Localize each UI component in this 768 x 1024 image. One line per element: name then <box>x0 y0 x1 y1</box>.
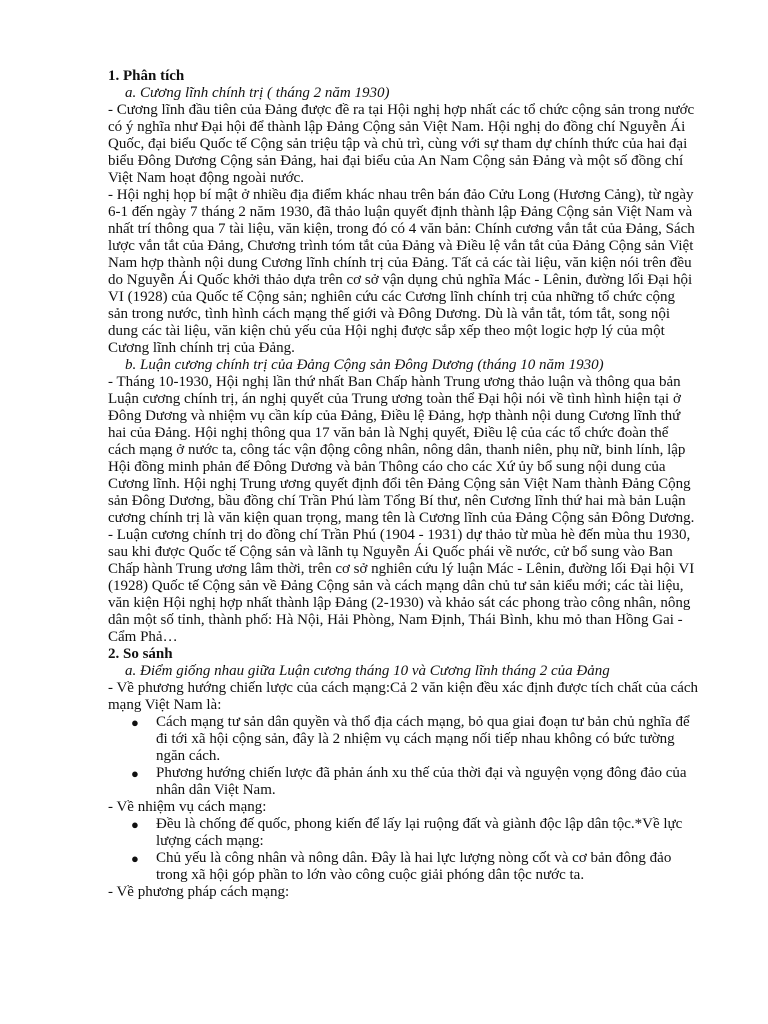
subheading-similarities: a. Điểm giống nhau giữa Luận cương tháng 10 và Cương lĩnh tháng 2 của Đảng <box>125 663 610 679</box>
paragraph: - Luận cương chính trị do đồng chí Trần Phú (1904 - 1931) dự thảo từ mùa hè đến mùa thu 1930, sau khi được Quốc tế Cộng sản và lãnh tụ Nguyễn Ái Quốc phái về nước, cử bổ sung vào Ban Chấp hành Trung ương lâm thời, trên cơ sở nghiên cứu lý luận Mác - Lênin, đường lối Đại hội VI (1928) Quốc tế Cộng sản về Đảng Cộng sản và cách mạng dân chủ tư sản kiểu mới; các tài liệu, văn kiện Hội nghị hợp nhất thành lập Đảng (2-1930) và khảo sát các phong trào công nhân, nông dân một số tỉnh, thành phố: Hà Nội, Hải Phòng, Nam Định, Thái Bình, khu mỏ than Hồng Gai - Cẩm Phả… <box>108 527 695 645</box>
subheading-political-platform: a. Cương lĩnh chính trị ( tháng 2 năm 1930) <box>125 85 390 101</box>
document-page <box>108 68 698 901</box>
list-item-text: Cách mạng tư sản dân quyền và thổ địa cách mạng, bỏ qua giai đoạn tư bản chủ nghĩa để đi tới xã hội cộng sản, đây là 2 nhiệm vụ cách mạng nối tiếp nhau không có bức tường ngăn cách. <box>156 714 690 764</box>
paragraph: - Cương lĩnh đầu tiên của Đảng được đề ra tại Hội nghị hợp nhất các tổ chức cộng sản trong nước có ý nghĩa như Đại hội để thành lập Đảng Cộng sản Việt Nam. Hội nghị do đồng chí Nguyễn Ái Quốc, đại biểu Quốc tế Cộng sản triệu tập và chủ trì, cùng với sự tham dự chính thức của hai đại biểu Đông Dương Cộng sản Đảng, hai đại biểu của An Nam Cộng sản Đảng và một số đồng chí Việt Nam hoạt động ngoài nước. <box>108 102 695 186</box>
list-item <box>131 816 698 850</box>
subheading-political-thesis: b. Luận cương chính trị của Đảng Cộng sản Đông Dương (tháng 10 năm 1930) <box>125 357 604 373</box>
list-item <box>131 714 698 765</box>
list-item-text: Đều là chống đế quốc, phong kiến để lấy lại ruộng đất và giành độc lập dân tộc.*Về lực lượng cách mạng: <box>156 816 683 849</box>
list-item <box>131 850 698 884</box>
paragraph: - Về nhiệm vụ cách mạng: <box>108 799 267 815</box>
section-2-heading: 2. So sánh <box>108 646 173 662</box>
bullet-list <box>108 714 698 799</box>
bullet-icon: ● <box>131 766 139 781</box>
list-item-text: Chủ yếu là công nhân và nông dân. Đây là hai lực lượng nòng cốt và cơ bản đông đảo trong xã hội góp phần to lớn vào công cuộc giải phóng dân tộc nước ta. <box>156 850 672 883</box>
paragraph: - Về phương hướng chiến lược của cách mạng:Cả 2 văn kiện đều xác định được tích chất của cách mạng Việt Nam là: <box>108 680 699 713</box>
bullet-icon: ● <box>131 817 139 832</box>
list-item <box>131 765 698 799</box>
paragraph: - Tháng 10-1930, Hội nghị lần thứ nhất Ban Chấp hành Trung ương thảo luận và thông qua bản Luận cương chính trị, án nghị quyết của Trung ương toàn thể Đại hội nói về tình hình hiện tại ở Đông Dương và nhiệm vụ cần kíp của Đảng, Điều lệ Đảng, hợp thành nội dung Cương lĩnh thứ hai của Đảng. Hội nghị thông qua 17 văn bản là Nghị quyết, Điều lệ của các tổ chức đoàn thể cách mạng ở nước ta, công tác vận động công nhân, nông dân, thanh niên, phụ nữ, binh lính, lập Hội đồng minh phản đế Đông Dương và bản Thông cáo cho các Xứ ủy bổ sung nội dung của Cương lĩnh. Hội nghị Trung ương quyết định đổi tên Đảng Cộng sản Việt Nam thành Đảng Cộng sản Đông Dương, bầu đồng chí Trần Phú làm Tổng Bí thư, nên Cương lĩnh thứ hai mà bản Luận cương chính trị là văn kiện quan trọng, mang tên là Cương lĩnh của Đảng Cộng sản Đông Dương. <box>108 374 695 526</box>
paragraph: - Về phương pháp cách mạng: <box>108 884 290 900</box>
paragraph: - Hội nghị họp bí mật ở nhiều địa điểm khác nhau trên bán đảo Cửu Long (Hương Cảng), từ ngày 6-1 đến ngày 7 tháng 2 năm 1930, đã thảo luận quyết định thành lập Đảng Cộng sản Việt Nam và nhất trí thông qua 7 tài liệu, văn kiện, trong đó có 4 văn bản: Chính cương vắn tắt của Đảng, Sách lược vắn tắt của Đảng, Chương trình tóm tắt của Đảng và Điều lệ vắn tắt của Đảng Cộng sản Việt Nam hợp thành nội dung Cương lĩnh chính trị của Đảng. Tất cả các tài liệu, văn kiện nói trên đều do Nguyễn Ái Quốc khởi thảo dựa trên cơ sở vận dụng chủ nghĩa Mác - Lênin, đường lối Đại hội VI (1928) của Quốc tế Cộng sản; nghiên cứu các Cương lĩnh chính trị của những tổ chức cộng sản trong nước, tình hình cách mạng thế giới và Đông Dương. Dù là vắn tắt, tóm tắt, song nội dung các tài liệu, văn kiện chủ yếu của Hội nghị được sắp xếp theo một logic hợp lý của một Cương lĩnh chính trị của Đảng. <box>108 187 695 356</box>
bullet-list <box>108 816 698 884</box>
section-1-heading: 1. Phân tích <box>108 68 185 84</box>
bullet-icon: ● <box>131 715 139 730</box>
list-item-text: Phương hướng chiến lược đã phản ánh xu thế của thời đại và nguyện vọng đông đảo của nhân dân Việt Nam. <box>156 765 687 798</box>
bullet-icon: ● <box>131 851 139 866</box>
